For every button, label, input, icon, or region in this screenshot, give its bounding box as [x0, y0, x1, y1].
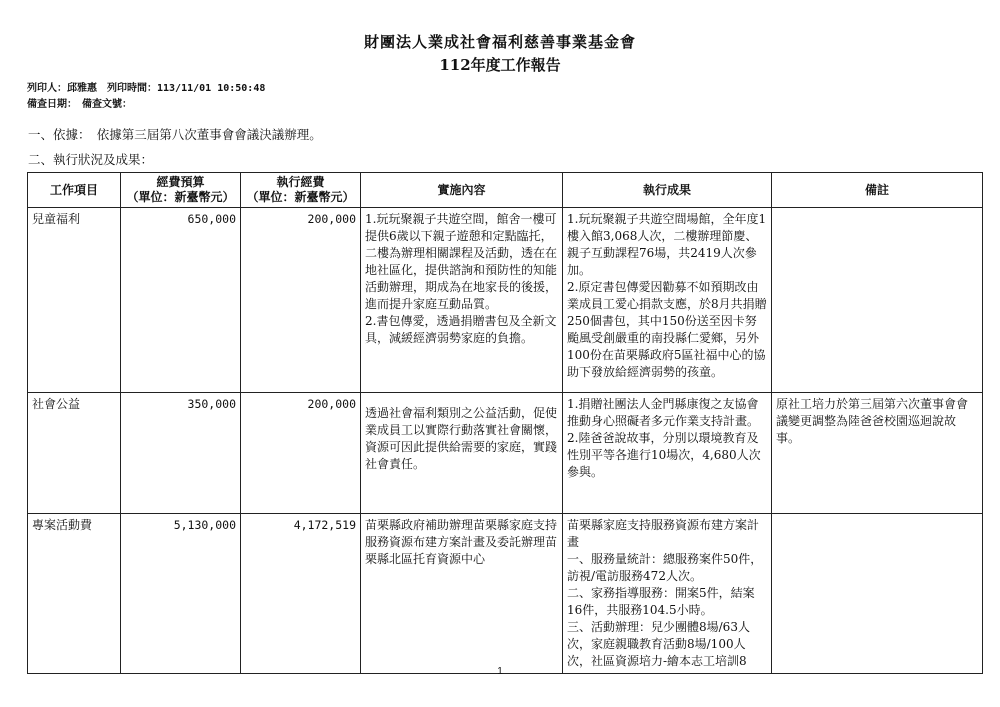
- row-budget: 5,130,000: [121, 514, 241, 674]
- row-outcome: [563, 514, 772, 674]
- row-outcome: [563, 393, 772, 514]
- table-row: [28, 208, 983, 393]
- work-report-table: [27, 172, 983, 674]
- outcome-line: 三、活動辦理：兒少團體8場/63人次，家庭親職教育活動8場/100人次，社區資源培力-繪本志工培訓8: [567, 620, 750, 668]
- row-spent: 200,000: [241, 208, 361, 393]
- page-number: 1: [497, 666, 503, 677]
- col-header-note: 備註: [772, 173, 983, 208]
- spent-header-line1: 執行經費: [276, 175, 325, 189]
- row-budget: 650,000: [121, 208, 241, 393]
- outcome-line: 1.玩玩聚親子共遊空間場館，全年度1樓入館3,068人次，二樓辦理節慶、親子互動課程76場，共2419人次參加。: [567, 212, 767, 277]
- section-results: 二、執行狀況及成果：: [28, 152, 154, 167]
- outcome-line: 2.陸爸爸說故事，分別以環境教育及性別平等各進行10場次，4,680人次參與。: [567, 431, 761, 479]
- row-note: 原社工培力於第三屆第六次董事會會議變更調整為陸爸爸校園巡迴說故事。: [772, 393, 983, 514]
- col-header-spent: [241, 173, 361, 208]
- row-item: 兒童福利: [28, 208, 121, 393]
- row-note: [772, 208, 983, 393]
- outcome-line: 苗栗縣家庭支持服務資源布建方案計畫: [567, 518, 760, 549]
- row-item: 專案活動費: [28, 514, 121, 674]
- report-title: 112年度工作報告: [439, 56, 561, 74]
- col-header-content: 實施內容: [361, 173, 563, 208]
- row-content: [361, 514, 563, 674]
- content-line: 1.玩玩聚親子共遊空間，館舍一樓可提供6歲以下親子遊憩和定點臨托，二樓為辦理相關課程及活動，透在在地社區化，提供諮詢和預防性的知能活動辦理，期成為在地家長的後援，進而提升家庭互動品質。: [365, 212, 558, 311]
- row-content: [361, 393, 563, 514]
- spent-header-line2: （單位：新臺幣元）: [246, 190, 355, 204]
- table-row: [28, 514, 983, 674]
- section-basis: 一、依據： 依據第三屆第八次董事會會議決議辦理。: [28, 127, 322, 142]
- filing-info: 備查日期： 備查文號：: [27, 99, 132, 110]
- print-info: 列印人：邱雅惠 列印時間：113/11/01 10:50:48: [27, 83, 266, 94]
- row-outcome: [563, 208, 772, 393]
- row-spent: 4,172,519: [241, 514, 361, 674]
- outcome-line: 一、服務量統計：總服務案件50件，訪視/電訪服務472人次。: [567, 552, 763, 583]
- budget-header-line2: （單位：新臺幣元）: [126, 190, 235, 204]
- outcome-line: 二、家務指導服務：開案5件，結案16件，共服務104.5小時。: [567, 586, 755, 617]
- outcome-line: 2.原定書包傳愛因勸募不如預期改由業成員工愛心捐款支應，於8月共捐贈250個書包，其中150份送至因卡努颱風受創嚴重的南投縣仁愛鄉，另外100份在苗栗縣政府5區社福中心的協助下發放給經濟弱勢的孩童。: [567, 280, 767, 379]
- content-line: 透過社會福利類別之公益活動，促使業成員工以實際行動落實社會關懷，資源可因此提供給需要的家庭，實踐社會責任。: [365, 406, 558, 471]
- row-item: 社會公益: [28, 393, 121, 514]
- col-header-item: 工作項目: [28, 173, 121, 208]
- col-header-outcome: 執行成果: [563, 173, 772, 208]
- col-header-budget: [121, 173, 241, 208]
- content-line: 苗栗縣政府補助辦理苗栗縣家庭支持服務資源布建方案計畫及委託辦理苗栗縣北區托育資源中心: [365, 518, 558, 566]
- row-spent: 200,000: [241, 393, 361, 514]
- row-content: [361, 208, 563, 393]
- table-row: [28, 393, 983, 514]
- budget-header-line1: 經費預算: [156, 175, 205, 189]
- table-header-row: [28, 173, 983, 208]
- content-line: 2.書包傳愛，透過捐贈書包及全新文具，減緩經濟弱勢家庭的負擔。: [365, 314, 557, 345]
- row-note: [772, 514, 983, 674]
- outcome-line: 1.捐贈社團法人金門縣康復之友協會推動身心照礙者多元作業支持計畫。: [567, 397, 760, 428]
- row-budget: 350,000: [121, 393, 241, 514]
- org-name: 財團法人業成社會福利慈善事業基金會: [363, 33, 636, 51]
